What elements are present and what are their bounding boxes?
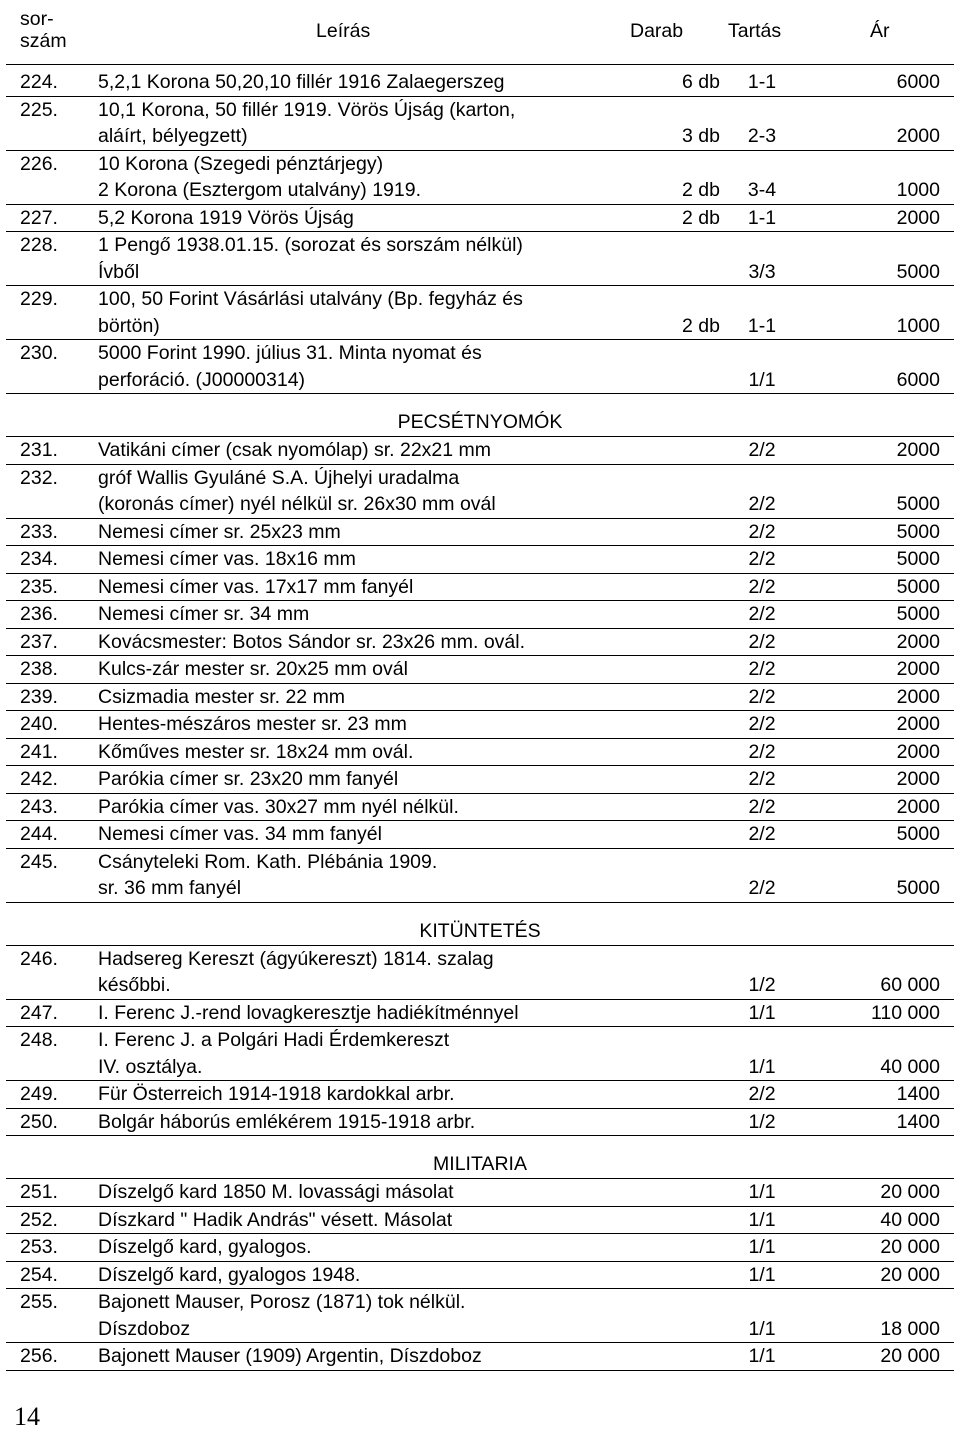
item-description: Nemesi címer sr. 25x23 mm bbox=[98, 520, 341, 543]
item-description: 5000 Forint 1990. július 31. Minta nyomat és bbox=[98, 342, 482, 364]
item-price: 2000 bbox=[896, 658, 940, 680]
table-row bbox=[6, 1289, 954, 1343]
table-row bbox=[6, 794, 954, 822]
item-quantity: 2 db bbox=[682, 314, 720, 337]
table-row bbox=[6, 656, 954, 684]
row-line bbox=[6, 946, 954, 973]
item-description: 1 Pengő 1938.01.15. (sorozat és sorszám nélkül) bbox=[98, 234, 523, 256]
table-row bbox=[6, 821, 954, 849]
row-line bbox=[6, 151, 954, 178]
item-price: 5000 bbox=[896, 603, 940, 625]
table-row bbox=[6, 849, 954, 903]
catalog-body bbox=[0, 65, 960, 1371]
item-description: Díszkard " Hadik András" vésett. Másolat bbox=[98, 1208, 453, 1231]
item-number: 236. bbox=[20, 603, 58, 625]
item-condition: 2/2 bbox=[748, 713, 776, 735]
item-condition: 1/1 bbox=[748, 1317, 776, 1340]
row-line bbox=[6, 1000, 954, 1027]
header-number bbox=[20, 8, 80, 52]
row-line bbox=[6, 656, 954, 683]
item-price: 40 000 bbox=[880, 1208, 940, 1231]
table-row bbox=[6, 232, 954, 286]
section-title: MILITARIA bbox=[433, 1153, 527, 1175]
table-row bbox=[6, 205, 954, 233]
row-line bbox=[6, 739, 954, 766]
item-description: 2 Korona (Esztergom utalvány) 1919. bbox=[98, 179, 422, 201]
item-price: 1000 bbox=[896, 314, 940, 337]
item-number: 254. bbox=[20, 1263, 58, 1286]
table-row bbox=[6, 629, 954, 657]
section-heading bbox=[6, 1150, 954, 1179]
item-description: Díszdoboz bbox=[98, 1317, 191, 1340]
table-row bbox=[6, 1234, 954, 1262]
row-line bbox=[6, 465, 954, 492]
item-condition: 2/2 bbox=[748, 768, 776, 790]
item-number: 249. bbox=[20, 1083, 58, 1105]
table-header bbox=[6, 0, 954, 65]
item-condition: 2/2 bbox=[748, 658, 776, 680]
item-price: 60 000 bbox=[880, 974, 940, 996]
row-line bbox=[6, 849, 954, 876]
item-number: 231. bbox=[20, 439, 58, 461]
item-number: 227. bbox=[20, 206, 58, 229]
row-line bbox=[6, 1179, 954, 1206]
table-row bbox=[6, 1109, 954, 1137]
item-number: 237. bbox=[20, 630, 58, 653]
item-price: 5000 bbox=[896, 260, 940, 283]
item-condition: 1-1 bbox=[747, 71, 777, 93]
table-row bbox=[6, 465, 954, 519]
item-description: Nemesi címer sr. 34 mm bbox=[98, 603, 310, 625]
item-condition: 2/2 bbox=[748, 630, 776, 653]
item-description: Hentes-mészáros mester sr. 23 mm bbox=[98, 713, 407, 735]
item-description: Parókia címer sr. 23x20 mm fanyél bbox=[98, 768, 399, 790]
table-row bbox=[6, 739, 954, 767]
item-price: 5000 bbox=[896, 548, 940, 570]
row-line bbox=[6, 1109, 954, 1136]
item-price: 2000 bbox=[896, 740, 940, 763]
item-price: 1400 bbox=[896, 1110, 940, 1133]
item-number: 244. bbox=[20, 823, 58, 845]
item-condition: 2/2 bbox=[748, 603, 776, 625]
table-row bbox=[6, 1000, 954, 1028]
table-row bbox=[6, 69, 954, 97]
item-price: 6000 bbox=[896, 368, 940, 391]
item-condition: 1/1 bbox=[748, 368, 776, 391]
row-line bbox=[6, 313, 954, 340]
item-condition: 2/2 bbox=[748, 685, 776, 708]
item-description: Bolgár háborús emlékérem 1915-1918 arbr. bbox=[98, 1110, 476, 1133]
row-line bbox=[6, 1081, 954, 1108]
item-description: 5,2 Korona 1919 Vörös Újság bbox=[98, 206, 354, 229]
row-line bbox=[6, 437, 954, 464]
item-number: 253. bbox=[20, 1236, 58, 1258]
item-number: 232. bbox=[20, 466, 58, 489]
row-line bbox=[6, 1262, 954, 1289]
table-row bbox=[6, 437, 954, 465]
row-line bbox=[6, 1343, 954, 1370]
item-description: Csizmadia mester sr. 22 mm bbox=[98, 685, 346, 708]
table-row bbox=[6, 601, 954, 629]
item-description: Für Österreich 1914-1918 kardokkal arbr. bbox=[98, 1083, 455, 1105]
item-condition: 1/1 bbox=[748, 1208, 776, 1231]
table-row bbox=[6, 1027, 954, 1081]
table-row bbox=[6, 1081, 954, 1109]
item-description: aláírt, bélyegzett) bbox=[98, 125, 248, 147]
item-condition: 1/1 bbox=[748, 1263, 776, 1286]
item-price: 5000 bbox=[896, 520, 940, 543]
row-line bbox=[6, 821, 954, 848]
item-quantity: 6 db bbox=[682, 71, 720, 93]
row-line bbox=[6, 1234, 954, 1261]
row-line bbox=[6, 1054, 954, 1081]
item-number: 245. bbox=[20, 850, 58, 873]
item-price: 1400 bbox=[896, 1083, 940, 1105]
item-number: 248. bbox=[20, 1029, 58, 1051]
section-title: PECSÉTNYOMÓK bbox=[397, 411, 563, 433]
item-number: 224. bbox=[20, 71, 58, 93]
item-condition: 2/2 bbox=[748, 740, 776, 763]
item-number: 251. bbox=[20, 1181, 58, 1203]
item-condition: 1/1 bbox=[748, 1236, 776, 1258]
item-description: Bajonett Mauser (1909) Argentin, Díszdoboz bbox=[98, 1345, 482, 1367]
row-line bbox=[6, 601, 954, 628]
item-number: 226. bbox=[20, 152, 58, 175]
item-description: Bajonett Mauser, Porosz (1871) tok nélkül. bbox=[98, 1291, 466, 1313]
item-number: 250. bbox=[20, 1110, 58, 1133]
item-description: (koronás címer) nyél nélkül sr. 26x30 mm ovál bbox=[98, 493, 496, 515]
item-quantity: 2 db bbox=[682, 206, 720, 229]
table-row bbox=[6, 1179, 954, 1207]
header-description: Leírás bbox=[316, 20, 371, 42]
row-line bbox=[6, 629, 954, 656]
item-number: 225. bbox=[20, 98, 58, 121]
item-price: 2000 bbox=[896, 125, 940, 147]
item-number: 252. bbox=[20, 1208, 58, 1231]
item-condition: 2/2 bbox=[748, 493, 776, 515]
row-line bbox=[6, 340, 954, 367]
item-description: I. Ferenc J.-rend lovagkeresztje hadiékítménnyel bbox=[98, 1001, 519, 1024]
item-price: 110 000 bbox=[870, 1001, 940, 1024]
item-condition: 2/2 bbox=[748, 548, 776, 570]
header-number-line2: szám bbox=[20, 30, 67, 52]
item-price: 2000 bbox=[896, 206, 940, 229]
item-condition: 1/2 bbox=[748, 974, 776, 996]
row-line bbox=[6, 972, 954, 999]
item-description: Ívből bbox=[98, 260, 140, 283]
item-condition: 3-4 bbox=[747, 179, 777, 201]
table-row bbox=[6, 711, 954, 739]
table-row bbox=[6, 151, 954, 205]
row-line bbox=[6, 1316, 954, 1343]
item-description: Nemesi címer vas. 18x16 mm bbox=[98, 548, 356, 570]
item-number: 240. bbox=[20, 713, 58, 735]
row-line bbox=[6, 1027, 954, 1054]
item-price: 1000 bbox=[896, 179, 940, 201]
row-line bbox=[6, 491, 954, 518]
table-row bbox=[6, 519, 954, 547]
item-description: börtön) bbox=[98, 314, 160, 337]
item-price: 5000 bbox=[896, 575, 940, 598]
item-number: 238. bbox=[20, 658, 58, 680]
item-price: 20 000 bbox=[880, 1345, 940, 1367]
section-title: KITÜNTETÉS bbox=[419, 919, 541, 942]
item-price: 6000 bbox=[896, 71, 940, 93]
header-price: Ár bbox=[870, 20, 890, 42]
section-heading bbox=[6, 408, 954, 437]
row-line bbox=[6, 232, 954, 259]
item-description: Díszelgő kard, gyalogos. bbox=[98, 1236, 312, 1258]
table-row bbox=[6, 546, 954, 574]
item-description: Nemesi címer vas. 17x17 mm fanyél bbox=[98, 575, 414, 598]
item-quantity: 3 db bbox=[682, 125, 720, 147]
row-line bbox=[6, 684, 954, 711]
item-price: 20 000 bbox=[880, 1236, 940, 1258]
row-line bbox=[6, 69, 954, 96]
item-price: 5000 bbox=[896, 823, 940, 845]
item-description: sr. 36 mm fanyél bbox=[98, 877, 242, 899]
item-condition: 1-1 bbox=[747, 314, 777, 337]
item-condition: 2/2 bbox=[748, 1083, 776, 1105]
item-condition: 2/2 bbox=[748, 795, 776, 818]
table-row bbox=[6, 286, 954, 340]
item-number: 234. bbox=[20, 548, 58, 570]
header-condition: Tartás bbox=[728, 20, 782, 42]
item-price: 2000 bbox=[896, 685, 940, 708]
item-condition: 3/3 bbox=[748, 260, 776, 283]
row-line bbox=[6, 97, 954, 124]
item-price: 5000 bbox=[896, 493, 940, 515]
item-condition: 1/1 bbox=[748, 1345, 776, 1367]
item-description: 100, 50 Forint Vásárlási utalvány (Bp. fegyház és bbox=[98, 288, 523, 310]
item-description: 5,2,1 Korona 50,20,10 fillér 1916 Zalaegerszeg bbox=[98, 71, 505, 93]
row-line bbox=[6, 123, 954, 150]
item-description: Kulcs-zár mester sr. 20x25 mm ovál bbox=[98, 658, 408, 680]
item-number: 228. bbox=[20, 234, 58, 256]
item-description: Díszelgő kard, gyalogos 1948. bbox=[98, 1263, 361, 1286]
item-number: 256. bbox=[20, 1345, 58, 1367]
row-line bbox=[6, 1207, 954, 1234]
table-row bbox=[6, 1207, 954, 1235]
item-condition: 1/1 bbox=[748, 1001, 776, 1024]
item-description: Kovácsmester: Botos Sándor sr. 23x26 mm. ovál. bbox=[98, 630, 526, 653]
item-number: 255. bbox=[20, 1291, 58, 1313]
table-row bbox=[6, 1262, 954, 1290]
item-description: későbbi. bbox=[98, 974, 171, 996]
item-condition: 1-1 bbox=[747, 206, 777, 229]
item-condition: 2/2 bbox=[748, 575, 776, 598]
header-quantity: Darab bbox=[630, 20, 684, 42]
item-description: Hadsereg Kereszt (ágyúkereszt) 1814. szalag bbox=[98, 947, 494, 970]
row-line bbox=[6, 875, 954, 902]
item-number: 233. bbox=[20, 520, 58, 543]
item-price: 20 000 bbox=[880, 1263, 940, 1286]
row-line bbox=[6, 794, 954, 821]
item-description: Díszelgő kard 1850 M. lovassági másolat bbox=[98, 1181, 454, 1203]
item-condition: 2/2 bbox=[748, 823, 776, 845]
row-line bbox=[6, 286, 954, 313]
item-description: Kőműves mester sr. 18x24 mm ovál. bbox=[98, 740, 414, 763]
item-condition: 1/1 bbox=[748, 1181, 776, 1203]
item-number: 243. bbox=[20, 795, 58, 818]
row-line bbox=[6, 1289, 954, 1316]
row-line bbox=[6, 519, 954, 546]
table-row bbox=[6, 766, 954, 794]
item-description: IV. osztálya. bbox=[98, 1055, 203, 1078]
table-row bbox=[6, 684, 954, 712]
row-line bbox=[6, 259, 954, 286]
item-number: 239. bbox=[20, 685, 58, 708]
table-row bbox=[6, 946, 954, 1000]
row-line bbox=[6, 711, 954, 738]
item-number: 246. bbox=[20, 947, 58, 970]
item-number: 242. bbox=[20, 768, 58, 790]
row-line bbox=[6, 546, 954, 573]
row-line bbox=[6, 177, 954, 204]
item-description: 10 Korona (Szegedi pénztárjegy) bbox=[98, 152, 384, 175]
item-number: 230. bbox=[20, 342, 58, 364]
item-description: perforáció. (J00000314) bbox=[98, 368, 306, 391]
table-row bbox=[6, 1343, 954, 1371]
item-condition: 2/2 bbox=[748, 439, 776, 461]
item-description: gróf Wallis Gyuláné S.A. Újhelyi uradalma bbox=[98, 466, 460, 489]
item-number: 241. bbox=[20, 740, 58, 763]
item-price: 2000 bbox=[896, 795, 940, 818]
header-number-line1: sor- bbox=[20, 8, 54, 30]
item-description: 10,1 Korona, 50 fillér 1919. Vörös Újság (karton, bbox=[98, 98, 516, 121]
item-number: 229. bbox=[20, 288, 58, 310]
item-price: 2000 bbox=[896, 630, 940, 653]
section-heading bbox=[6, 917, 954, 946]
item-condition: 2-3 bbox=[747, 125, 777, 147]
item-price: 5000 bbox=[896, 877, 940, 899]
item-price: 18 000 bbox=[880, 1317, 940, 1340]
item-quantity: 2 db bbox=[682, 179, 720, 201]
table-row bbox=[6, 97, 954, 151]
item-condition: 2/2 bbox=[748, 520, 776, 543]
item-description: Csányteleki Rom. Kath. Plébánia 1909. bbox=[98, 850, 438, 873]
row-line bbox=[6, 766, 954, 793]
item-description: Nemesi címer vas. 34 mm fanyél bbox=[98, 823, 382, 845]
table-row bbox=[6, 340, 954, 394]
item-price: 2000 bbox=[896, 768, 940, 790]
item-number: 235. bbox=[20, 575, 58, 598]
row-line bbox=[6, 367, 954, 394]
item-price: 2000 bbox=[896, 439, 940, 461]
item-description: Parókia címer vas. 30x27 mm nyél nélkül. bbox=[98, 795, 459, 818]
item-price: 40 000 bbox=[880, 1055, 940, 1078]
item-price: 2000 bbox=[896, 713, 940, 735]
table-row bbox=[6, 574, 954, 602]
item-condition: 1/2 bbox=[748, 1110, 776, 1133]
item-description: I. Ferenc J. a Polgári Hadi Érdemkereszt bbox=[98, 1029, 450, 1051]
page-number: 14 bbox=[14, 1402, 40, 1431]
item-number: 247. bbox=[20, 1001, 58, 1024]
row-line bbox=[6, 574, 954, 601]
item-condition: 1/1 bbox=[748, 1055, 776, 1078]
row-line bbox=[6, 205, 954, 232]
item-condition: 2/2 bbox=[748, 877, 776, 899]
item-description: Vatikáni címer (csak nyomólap) sr. 22x21 mm bbox=[98, 439, 492, 461]
item-price: 20 000 bbox=[880, 1181, 940, 1203]
